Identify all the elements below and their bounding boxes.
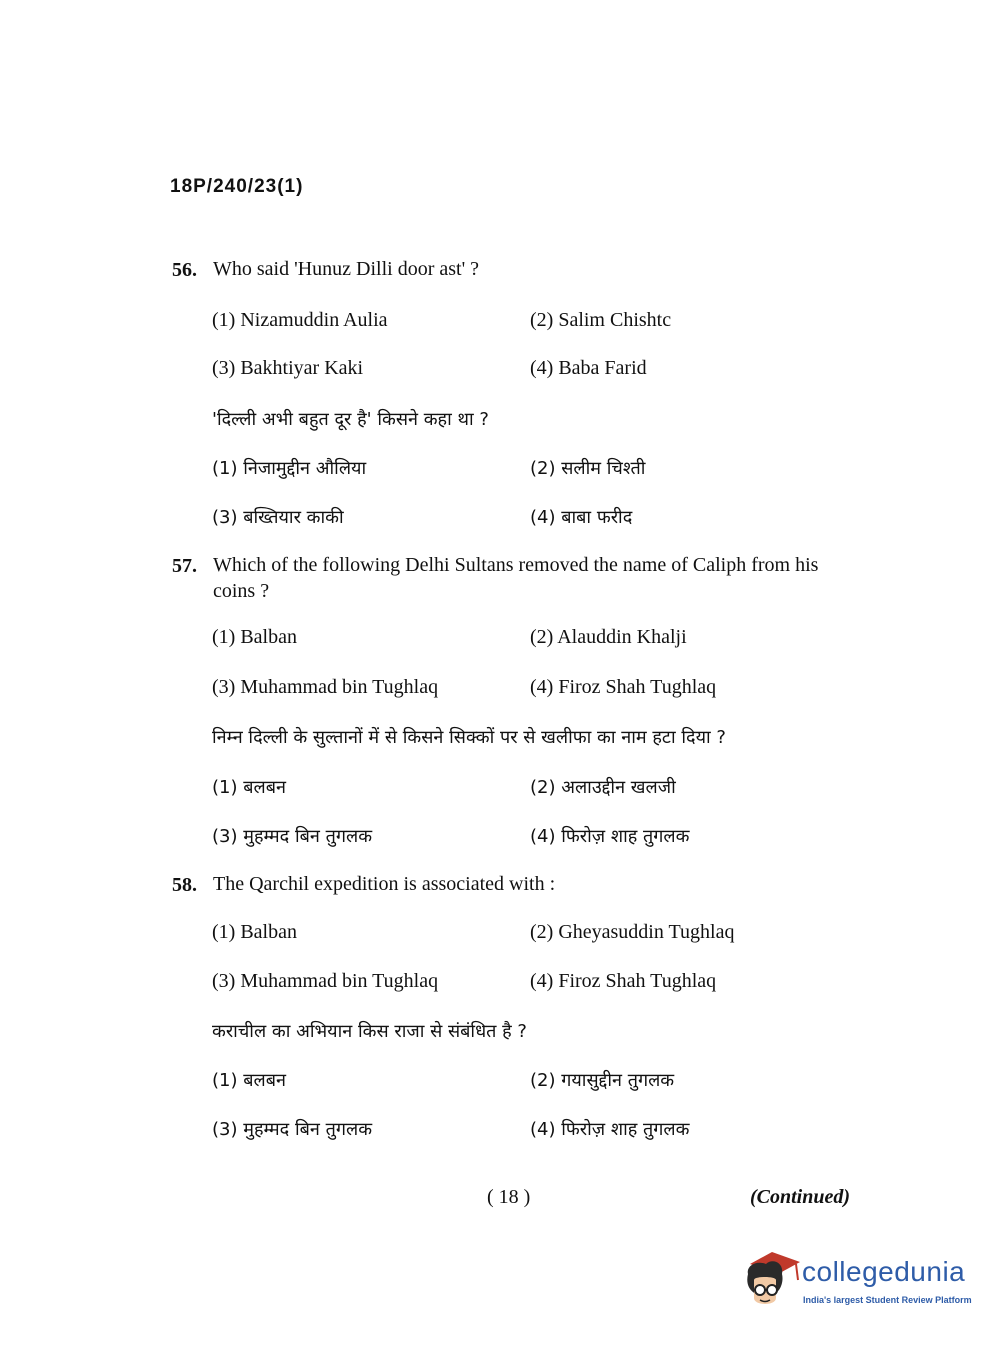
question-57-number: 57. [172,555,197,577]
collegedunia-logo [742,1250,982,1315]
question-57-text-hi: निम्न दिल्ली के सुल्तानों में से किसने सिक्कों पर से खलीफा का नाम हटा दिया ? [212,727,726,748]
paper-code: 18P/240/23(1) [170,176,304,197]
q57-option-4-hi: (4) फिरोज़ शाह तुगलक [530,826,690,847]
q57-option-4-en: (4) Firoz Shah Tughlaq [530,676,717,698]
q58-option-3-hi: (3) मुहम्मद बिन तुगलक [212,1119,373,1140]
q58-option-4-hi: (4) फिरोज़ शाह तुगलक [530,1119,690,1140]
q58-option-4-en: (4) Firoz Shah Tughlaq [530,970,717,992]
q56-option-3-hi: (3) बख्तियार काकी [212,507,344,528]
q58-option-2-en: (2) Gheyasuddin Tughlaq [530,921,735,943]
q56-option-3-en: (3) Bakhtiyar Kaki [212,357,364,379]
question-56-text-hi: 'दिल्ली अभी बहुत दूर है' किसने कहा था ? [212,409,489,430]
q56-option-2-hi: (2) सलीम चिश्ती [530,458,646,479]
q57-option-2-en: (2) Alauddin Khalji [530,626,687,648]
q57-option-3-en: (3) Muhammad bin Tughlaq [212,676,439,698]
q56-option-2-en: (2) Salim Chishtc [530,309,672,331]
question-56-text-en: Who said 'Hunuz Dilli door ast' ? [213,258,480,280]
q56-option-1-hi: (1) निजामुद्दीन औलिया [212,458,367,479]
page-number: ( 18 ) [487,1186,531,1208]
logo-wordmark: collegedunia [802,1256,966,1287]
q58-option-3-en: (3) Muhammad bin Tughlaq [212,970,439,992]
q57-option-1-hi: (1) बलबन [212,777,286,798]
question-57-text-en-line1: Which of the following Delhi Sultans removed the name of Caliph from his [213,554,819,576]
continued-label: (Continued) [750,1186,851,1208]
q57-option-3-hi: (3) मुहम्मद बिन तुगलक [212,826,373,847]
q56-option-1-en: (1) Nizamuddin Aulia [212,309,388,331]
q58-option-1-en: (1) Balban [212,921,297,943]
question-56-number: 56. [172,259,197,281]
q56-option-4-en: (4) Baba Farid [530,357,647,379]
question-57-text-en-line2: coins ? [213,580,270,602]
question-58-number: 58. [172,874,197,896]
q57-option-2-hi: (2) अलाउद्दीन खलजी [530,777,676,798]
q58-option-1-hi: (1) बलबन [212,1070,286,1091]
q58-option-2-hi: (2) गयासुद्दीन तुगलक [530,1070,675,1091]
q56-option-4-hi: (4) बाबा फरीद [530,507,633,528]
q57-option-1-en: (1) Balban [212,626,297,648]
mascot-icon [742,1250,802,1312]
question-58-text-en: The Qarchil expedition is associated with : [213,873,556,895]
question-58-text-hi: कराचील का अभियान किस राजा से संबंधित है ? [212,1021,527,1042]
logo-tagline: India's largest Student Review Platform [803,1295,972,1305]
